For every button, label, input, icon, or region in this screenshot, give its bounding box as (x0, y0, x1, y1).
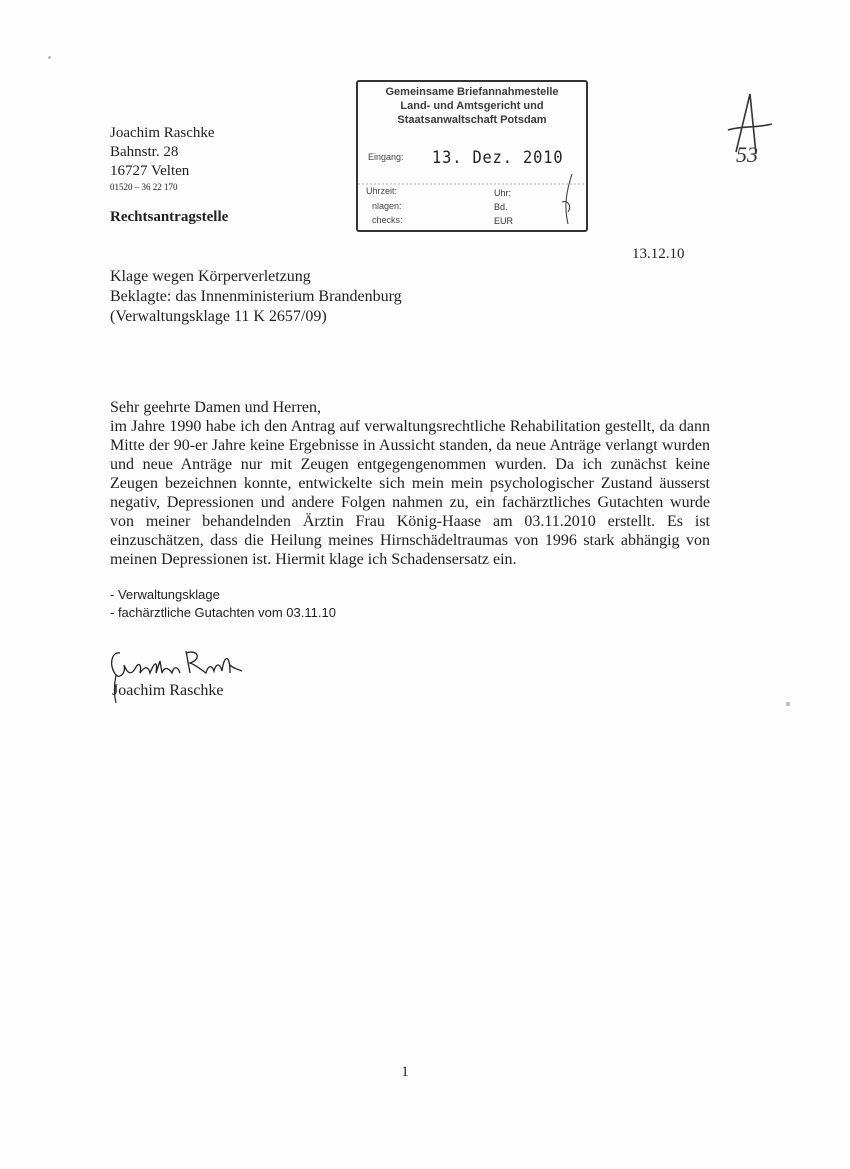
sender-city: 16727 Velten (110, 163, 190, 179)
letter-body (110, 398, 710, 569)
stamp-line-1: Gemeinsame Briefannahmestelle (385, 86, 559, 98)
stamp-eingang-date: 13. Dez. 2010 (432, 148, 564, 168)
handwritten-page-mark (722, 92, 782, 187)
received-stamp (356, 80, 588, 232)
scan-speck (48, 56, 51, 59)
attachment-item: - fachärztliche Gutachten vom 03.11.10 (110, 605, 336, 620)
stamp-eingang-label: Eingang: (368, 152, 404, 162)
subject-line-1: Klage wegen Körperverletzung (110, 268, 311, 285)
handwritten-signature (106, 645, 256, 710)
recipient: Rechtsantragstelle (110, 209, 229, 225)
stamp-uhrzeit-label: Uhrzeit: (366, 186, 398, 196)
subject-block (110, 267, 402, 327)
attachments-list (110, 586, 336, 622)
stamp-uhr-label: Uhr: (494, 188, 512, 198)
salutation: Sehr geehrte Damen und Herren, (110, 399, 322, 416)
page-mark-number: 53 (736, 142, 758, 167)
subject-line-3: (Verwaltungsklage 11 K 2657/09) (110, 308, 327, 325)
signature-name: Joachim Raschke (112, 682, 224, 699)
sender-name: Joachim Raschke (110, 125, 215, 141)
subject-line-2: Beklagte: das Innenministerium Brandenburg (110, 288, 402, 305)
stamp-bd-label: Bd. (494, 202, 508, 212)
scan-speck (786, 702, 790, 706)
page-number: 1 (401, 1064, 409, 1080)
letter-date: 13.12.10 (632, 246, 685, 262)
sender-address (110, 124, 215, 193)
stamp-scheck-label: checks: (372, 215, 403, 225)
sender-street: Bahnstr. 28 (110, 144, 179, 160)
handwritten-a-icon (722, 92, 782, 182)
stamp-eur-label: EUR (494, 216, 514, 226)
sender-phone: 01520 – 36 22 170 (110, 182, 178, 192)
stamp-line-2: Land- und Amtsgericht und (400, 100, 544, 112)
stamp-line-3: Staatsanwaltschaft Potsdam (397, 114, 547, 126)
attachment-item: - Verwaltungsklage (110, 587, 220, 602)
stamp-anlagen-label: nlagen: (372, 201, 402, 211)
stamp-scribble-icon (358, 82, 586, 230)
body-paragraph: im Jahre 1990 habe ich den Antrag auf verwaltungsrechtliche Rehabilitation gestellt, da dann Mitte der 90-er Jahre keine Ergebnisse in Aussicht standen, da neue Anträge verlangt wurden und neue Anträge nur mit Zeugen entgegengenommen wurden. Da ich zunächst keine Zeugen bezeichnen konnte, entwickelte sich mein mein psychologischer Zustand äusserst negativ, Depressionen und andere Folgen nahmen zu, ein fachärztliches Gutachten wurde von meiner behandelnden Ärztin Frau König-Haase am 03.11.2010 erstellt. Es ist einzuschätzen, dass die Heilung meines Hirnschädeltraumas von 1996 stark abhängig von meinen Depressionen ist. Hiermit klage ich Schadensersatz ein. (110, 418, 710, 568)
